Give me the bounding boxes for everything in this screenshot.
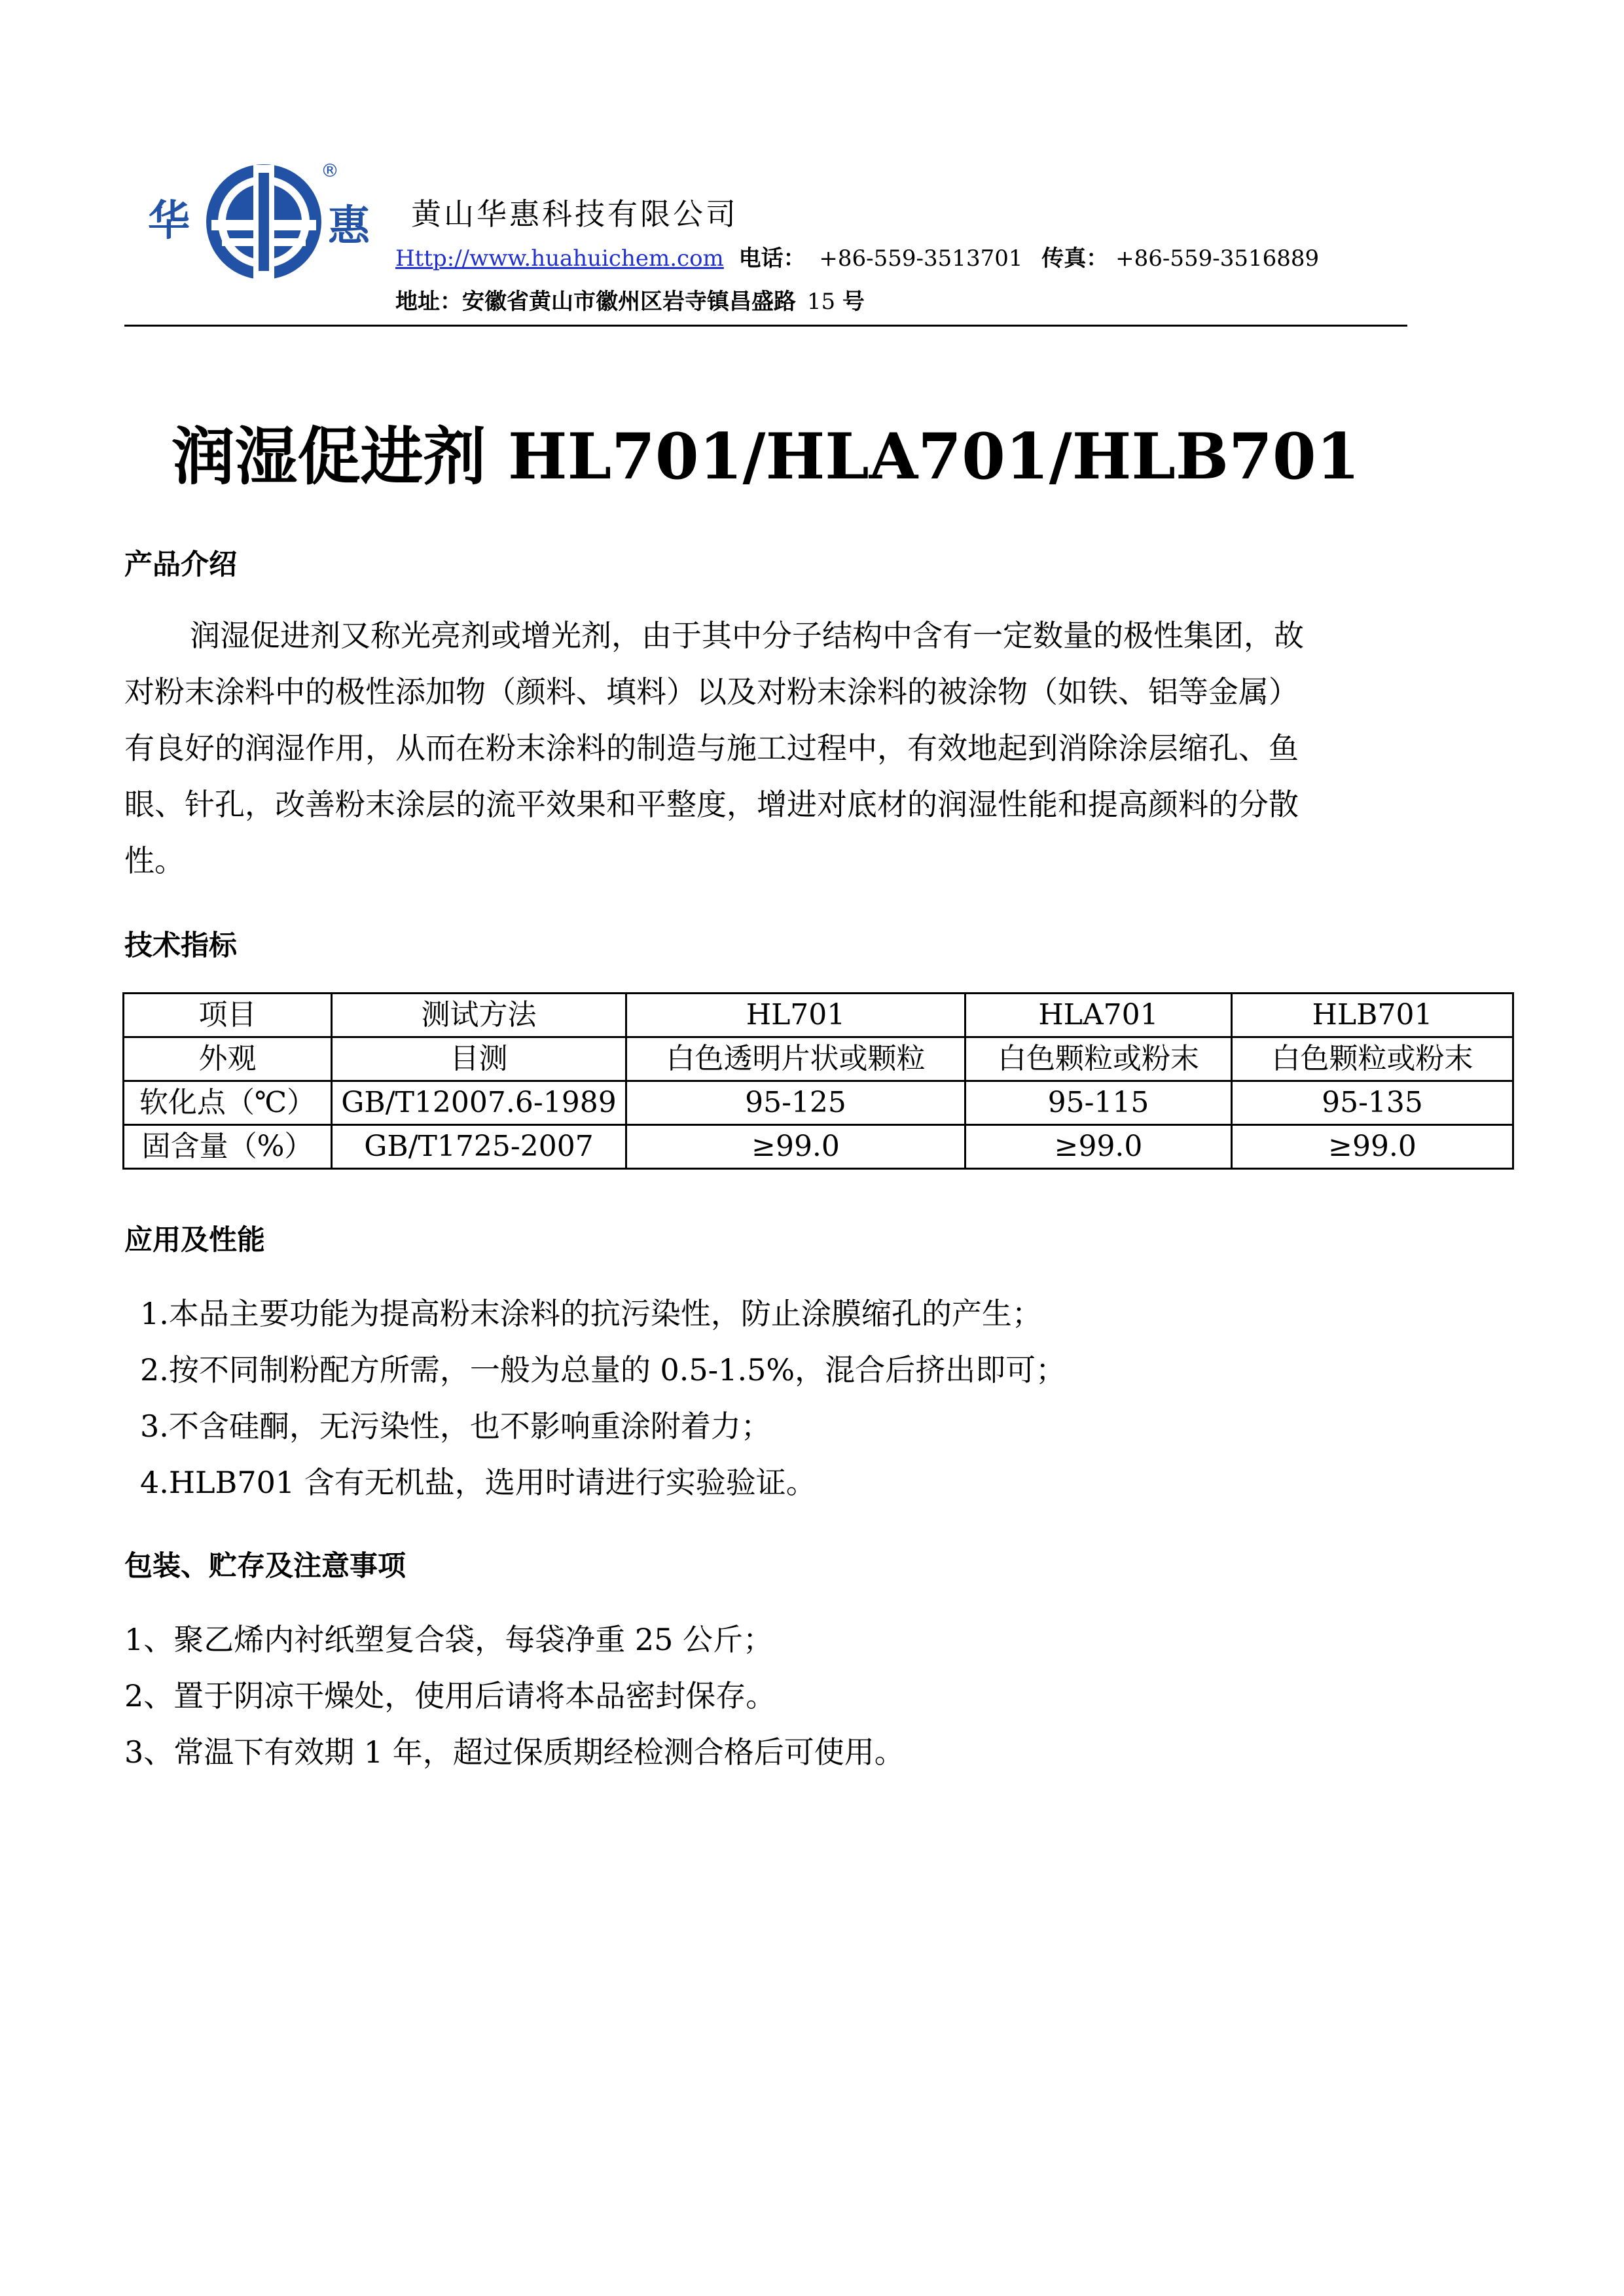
address-suffix: 号 (842, 289, 865, 315)
intro-line: 对粉末涂料中的极性添加物（颜料、填料）以及对粉末涂料的被涂物（如铁、铝等金属） (124, 674, 1299, 709)
logo-char-left: 华 (148, 197, 190, 245)
website-link[interactable]: Http://www.huahuichem.com (395, 245, 724, 272)
packaging-item: 1、聚乙烯内衬纸塑复合袋，每袋净重 25 公斤； (124, 1622, 774, 1657)
intro-line: 润湿促进剂又称光亮剂或增光剂，由于其中分子结构中含有一定数量的极性集团，故 (190, 618, 1304, 653)
fax-label: 传真： (1041, 245, 1109, 272)
table-row (124, 1081, 1513, 1125)
table-row (124, 1125, 1513, 1169)
registered-mark: ® (321, 160, 339, 181)
address-text: 地址：安徽省黄山市徽州区岩寺镇昌盛路 (395, 289, 796, 315)
table-cell: GB/T1725-2007 (332, 1125, 626, 1169)
company-name: 黄山华惠科技有限公司 (411, 196, 738, 232)
table-header-cell: 项目 (124, 994, 332, 1037)
table-cell: 95-135 (1232, 1081, 1513, 1125)
company-logo (143, 160, 378, 284)
contact-line (395, 247, 1319, 270)
table-cell: 固含量（%） (124, 1125, 332, 1169)
phone-label: 电话： (738, 245, 806, 272)
table-header-cell: HLB701 (1232, 994, 1513, 1037)
logo-emblem-icon (198, 160, 329, 284)
table-cell: 95-115 (965, 1081, 1232, 1125)
spec-table (122, 992, 1514, 1170)
header-divider (124, 325, 1407, 327)
table-row (124, 1037, 1513, 1081)
address-line (395, 291, 865, 313)
table-cell: GB/T12007.6-1989 (332, 1081, 626, 1125)
table-header-cell: HL701 (626, 994, 965, 1037)
intro-line: 有良好的润湿作用，从而在粉末涂料的制造与施工过程中，有效地起到消除涂层缩孔、鱼 (124, 730, 1299, 766)
packaging-heading: 包装、贮存及注意事项 (124, 1550, 406, 1583)
table-header-row (124, 994, 1513, 1037)
specs-heading: 技术指标 (124, 929, 237, 962)
application-heading: 应用及性能 (124, 1224, 265, 1257)
phone-number: +86-559-3513701 (819, 245, 1023, 272)
fax-number: +86-559-3516889 (1115, 245, 1320, 272)
intro-line: 性。 (124, 843, 185, 878)
intro-heading: 产品介绍 (124, 548, 237, 581)
table-cell: ≥99.0 (965, 1125, 1232, 1169)
table-header-cell: HLA701 (965, 994, 1232, 1037)
application-item: 4.HLB701 含有无机盐，选用时请进行实验验证。 (140, 1465, 816, 1500)
table-header-cell: 测试方法 (332, 994, 626, 1037)
address-number: 15 (806, 289, 836, 315)
packaging-item: 3、常温下有效期 1 年，超过保质期经检测合格后可使用。 (124, 1734, 905, 1770)
table-cell: 95-125 (626, 1081, 965, 1125)
table-cell: 外观 (124, 1037, 332, 1081)
intro-line: 眼、针孔，改善粉末涂层的流平效果和平整度，增进对底材的润湿性能和提高颜料的分散 (124, 787, 1299, 822)
application-item: 3.不含硅酮，无污染性，也不影响重涂附着力； (140, 1408, 771, 1444)
table-cell: 目测 (332, 1037, 626, 1081)
table-cell: ≥99.0 (626, 1125, 965, 1169)
application-item: 1.本品主要功能为提高粉末涂料的抗污染性，防止涂膜缩孔的产生； (140, 1296, 1042, 1331)
document-title: 润湿促进剂 HL701/HLA701/HLB701 (171, 420, 1360, 493)
table-cell: 白色颗粒或粉末 (965, 1037, 1232, 1081)
application-item: 2.按不同制粉配方所需，一般为总量的 0.5-1.5%，混合后挤出即可； (140, 1352, 1066, 1388)
packaging-item: 2、置于阴凉干燥处，使用后请将本品密封保存。 (124, 1678, 776, 1713)
logo-char-right: 惠 (328, 202, 370, 251)
table-cell: 白色透明片状或颗粒 (626, 1037, 965, 1081)
table-cell: 白色颗粒或粉末 (1232, 1037, 1513, 1081)
table-cell: ≥99.0 (1232, 1125, 1513, 1169)
table-cell: 软化点（℃） (124, 1081, 332, 1125)
